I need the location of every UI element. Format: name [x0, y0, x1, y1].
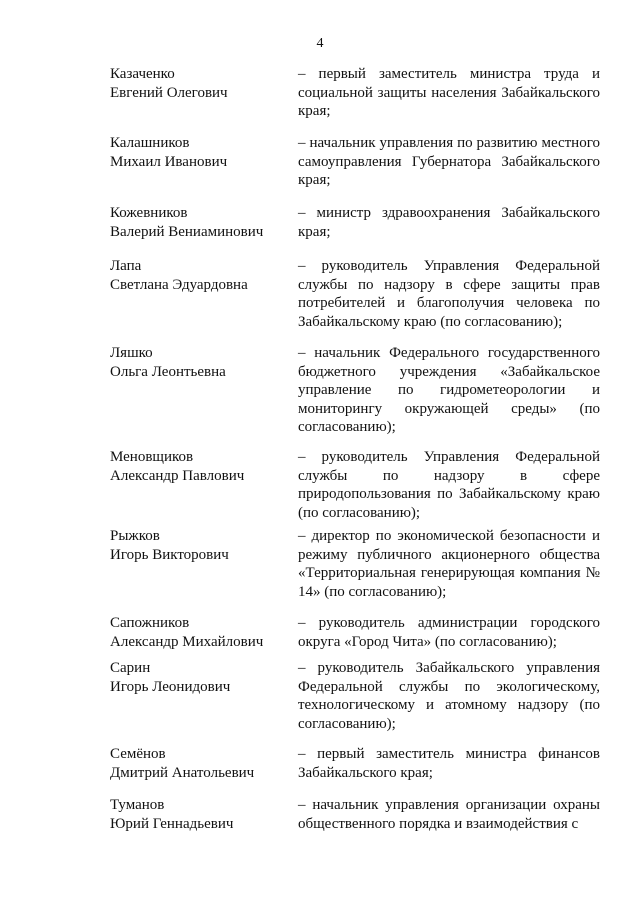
member-name — [110, 344, 290, 381]
member-role: – начальник управления организации охраны общественного порядка и взаимодействия с — [298, 797, 600, 832]
member-role: – директор по экономической безопасности и режиму публичного акционерного общества «Территориальная генерирующая компания № 14» (по согласованию); — [298, 528, 600, 600]
member-name — [110, 527, 290, 564]
member-given-names: Игорь Викторович — [110, 546, 229, 563]
member-surname: Сапожников — [110, 615, 190, 631]
member-surname: Туманов — [110, 797, 165, 813]
member-role: – первый заместитель министра труда и социальной защиты населения Забайкальского края; — [298, 66, 600, 119]
member-given-names: Валерий Вениаминович — [110, 223, 264, 240]
member-role: – руководитель Управления Федеральной службы по надзору в сфере природопользования по Забайкальскому краю (по согласованию); — [298, 449, 600, 521]
member-given-names: Дмитрий Анатольевич — [110, 764, 255, 781]
member-given-names: Михаил Иванович — [110, 153, 228, 170]
member-surname: Лапа — [110, 258, 142, 274]
member-given-names: Александр Павлович — [110, 467, 245, 484]
member-role: – министр здравоохранения Забайкальского края; — [298, 205, 600, 240]
member-given-names: Светлана Эдуардовна — [110, 276, 248, 293]
member-name — [110, 204, 290, 241]
member-given-names: Игорь Леонидович — [110, 678, 231, 695]
page-number: 4 — [316, 36, 324, 51]
member-role: – руководитель администрации городского округа «Город Чита» (по согласованию); — [298, 615, 600, 650]
member-surname: Сарин — [110, 660, 151, 676]
member-role: – руководитель Управления Федеральной службы по надзору в сфере защиты прав потребителей и благополучия человека по Забайкальскому краю (по согласованию); — [298, 258, 600, 330]
member-name — [110, 134, 290, 171]
member-surname: Рыжков — [110, 528, 160, 544]
member-name — [110, 614, 290, 651]
member-name — [110, 796, 290, 833]
member-surname: Калашников — [110, 135, 190, 151]
member-name — [110, 257, 290, 294]
member-surname: Семёнов — [110, 746, 166, 762]
member-surname: Кожевников — [110, 205, 188, 221]
member-given-names: Евгений Олегович — [110, 84, 228, 101]
member-surname: Казаченко — [110, 66, 175, 82]
member-name — [110, 659, 290, 696]
member-name — [110, 448, 290, 485]
member-name — [110, 65, 290, 102]
member-role: – начальник Федерального государственного бюджетного учреждения «Забайкальское управление по гидрометеорологии и мониторингу окружающей среды» (по согласованию); — [298, 345, 600, 435]
member-role: – начальник управления по развитию местного самоуправления Губернатора Забайкальского края; — [298, 135, 600, 188]
member-role: – первый заместитель министра финансов Забайкальского края; — [298, 746, 600, 781]
member-role: – руководитель Забайкальского управления Федеральной службы по экологическому, технологическому и атомному надзору (по согласованию); — [298, 660, 600, 732]
member-given-names: Ольга Леонтьевна — [110, 363, 226, 380]
member-surname: Меновщиков — [110, 449, 194, 465]
member-name — [110, 745, 290, 782]
member-surname: Ляшко — [110, 345, 153, 361]
member-given-names: Юрий Геннадьевич — [110, 815, 234, 832]
member-given-names: Александр Михайлович — [110, 633, 264, 650]
